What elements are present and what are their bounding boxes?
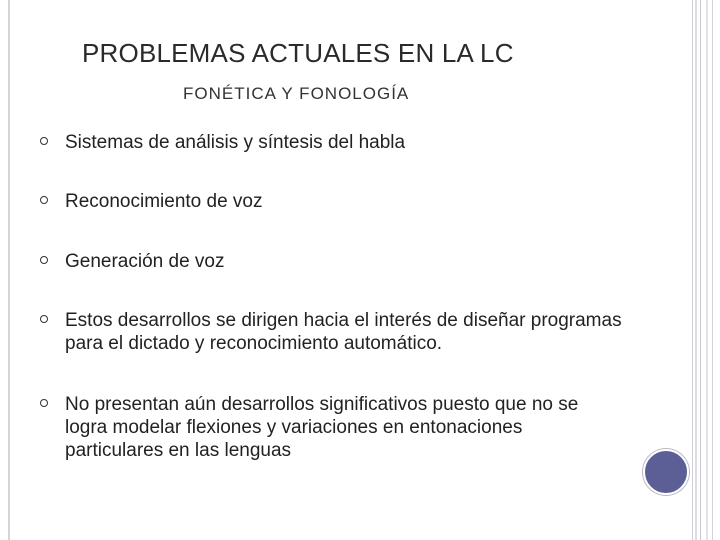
bullet-text: No presentan aún desarrollos significativos puesto que no se logra modelar flexiones y variaciones en entonaciones particulares en las lenguas	[65, 394, 579, 461]
right-decorative-band	[686, 0, 720, 540]
bullet-text: Estos desarrollos se dirigen hacia el interés de diseñar programas para el dictado y reconocimiento automático.	[65, 310, 622, 354]
decorative-line	[706, 0, 708, 540]
decorative-circle	[643, 449, 689, 495]
decorative-line	[695, 0, 697, 540]
left-border-line	[8, 0, 10, 540]
bullet-circle-icon	[40, 315, 48, 323]
bullet-circle-icon	[40, 196, 48, 204]
bullet-circle-icon	[40, 256, 48, 264]
bullet-circle-icon	[40, 137, 48, 145]
bullet-text: Sistemas de análisis y síntesis del habla	[65, 132, 406, 153]
decorative-line	[712, 0, 713, 540]
bullet-text: Generación de voz	[65, 251, 225, 272]
bullet-text: Reconocimiento de voz	[65, 191, 263, 212]
slide-subtitle: FONÉTICA Y FONOLOGÍA	[183, 84, 410, 103]
slide-title: PROBLEMAS ACTUALES EN LA LC	[82, 38, 514, 68]
bullet-circle-icon	[40, 399, 48, 407]
decorative-line	[700, 0, 701, 540]
decorative-line	[692, 0, 693, 540]
